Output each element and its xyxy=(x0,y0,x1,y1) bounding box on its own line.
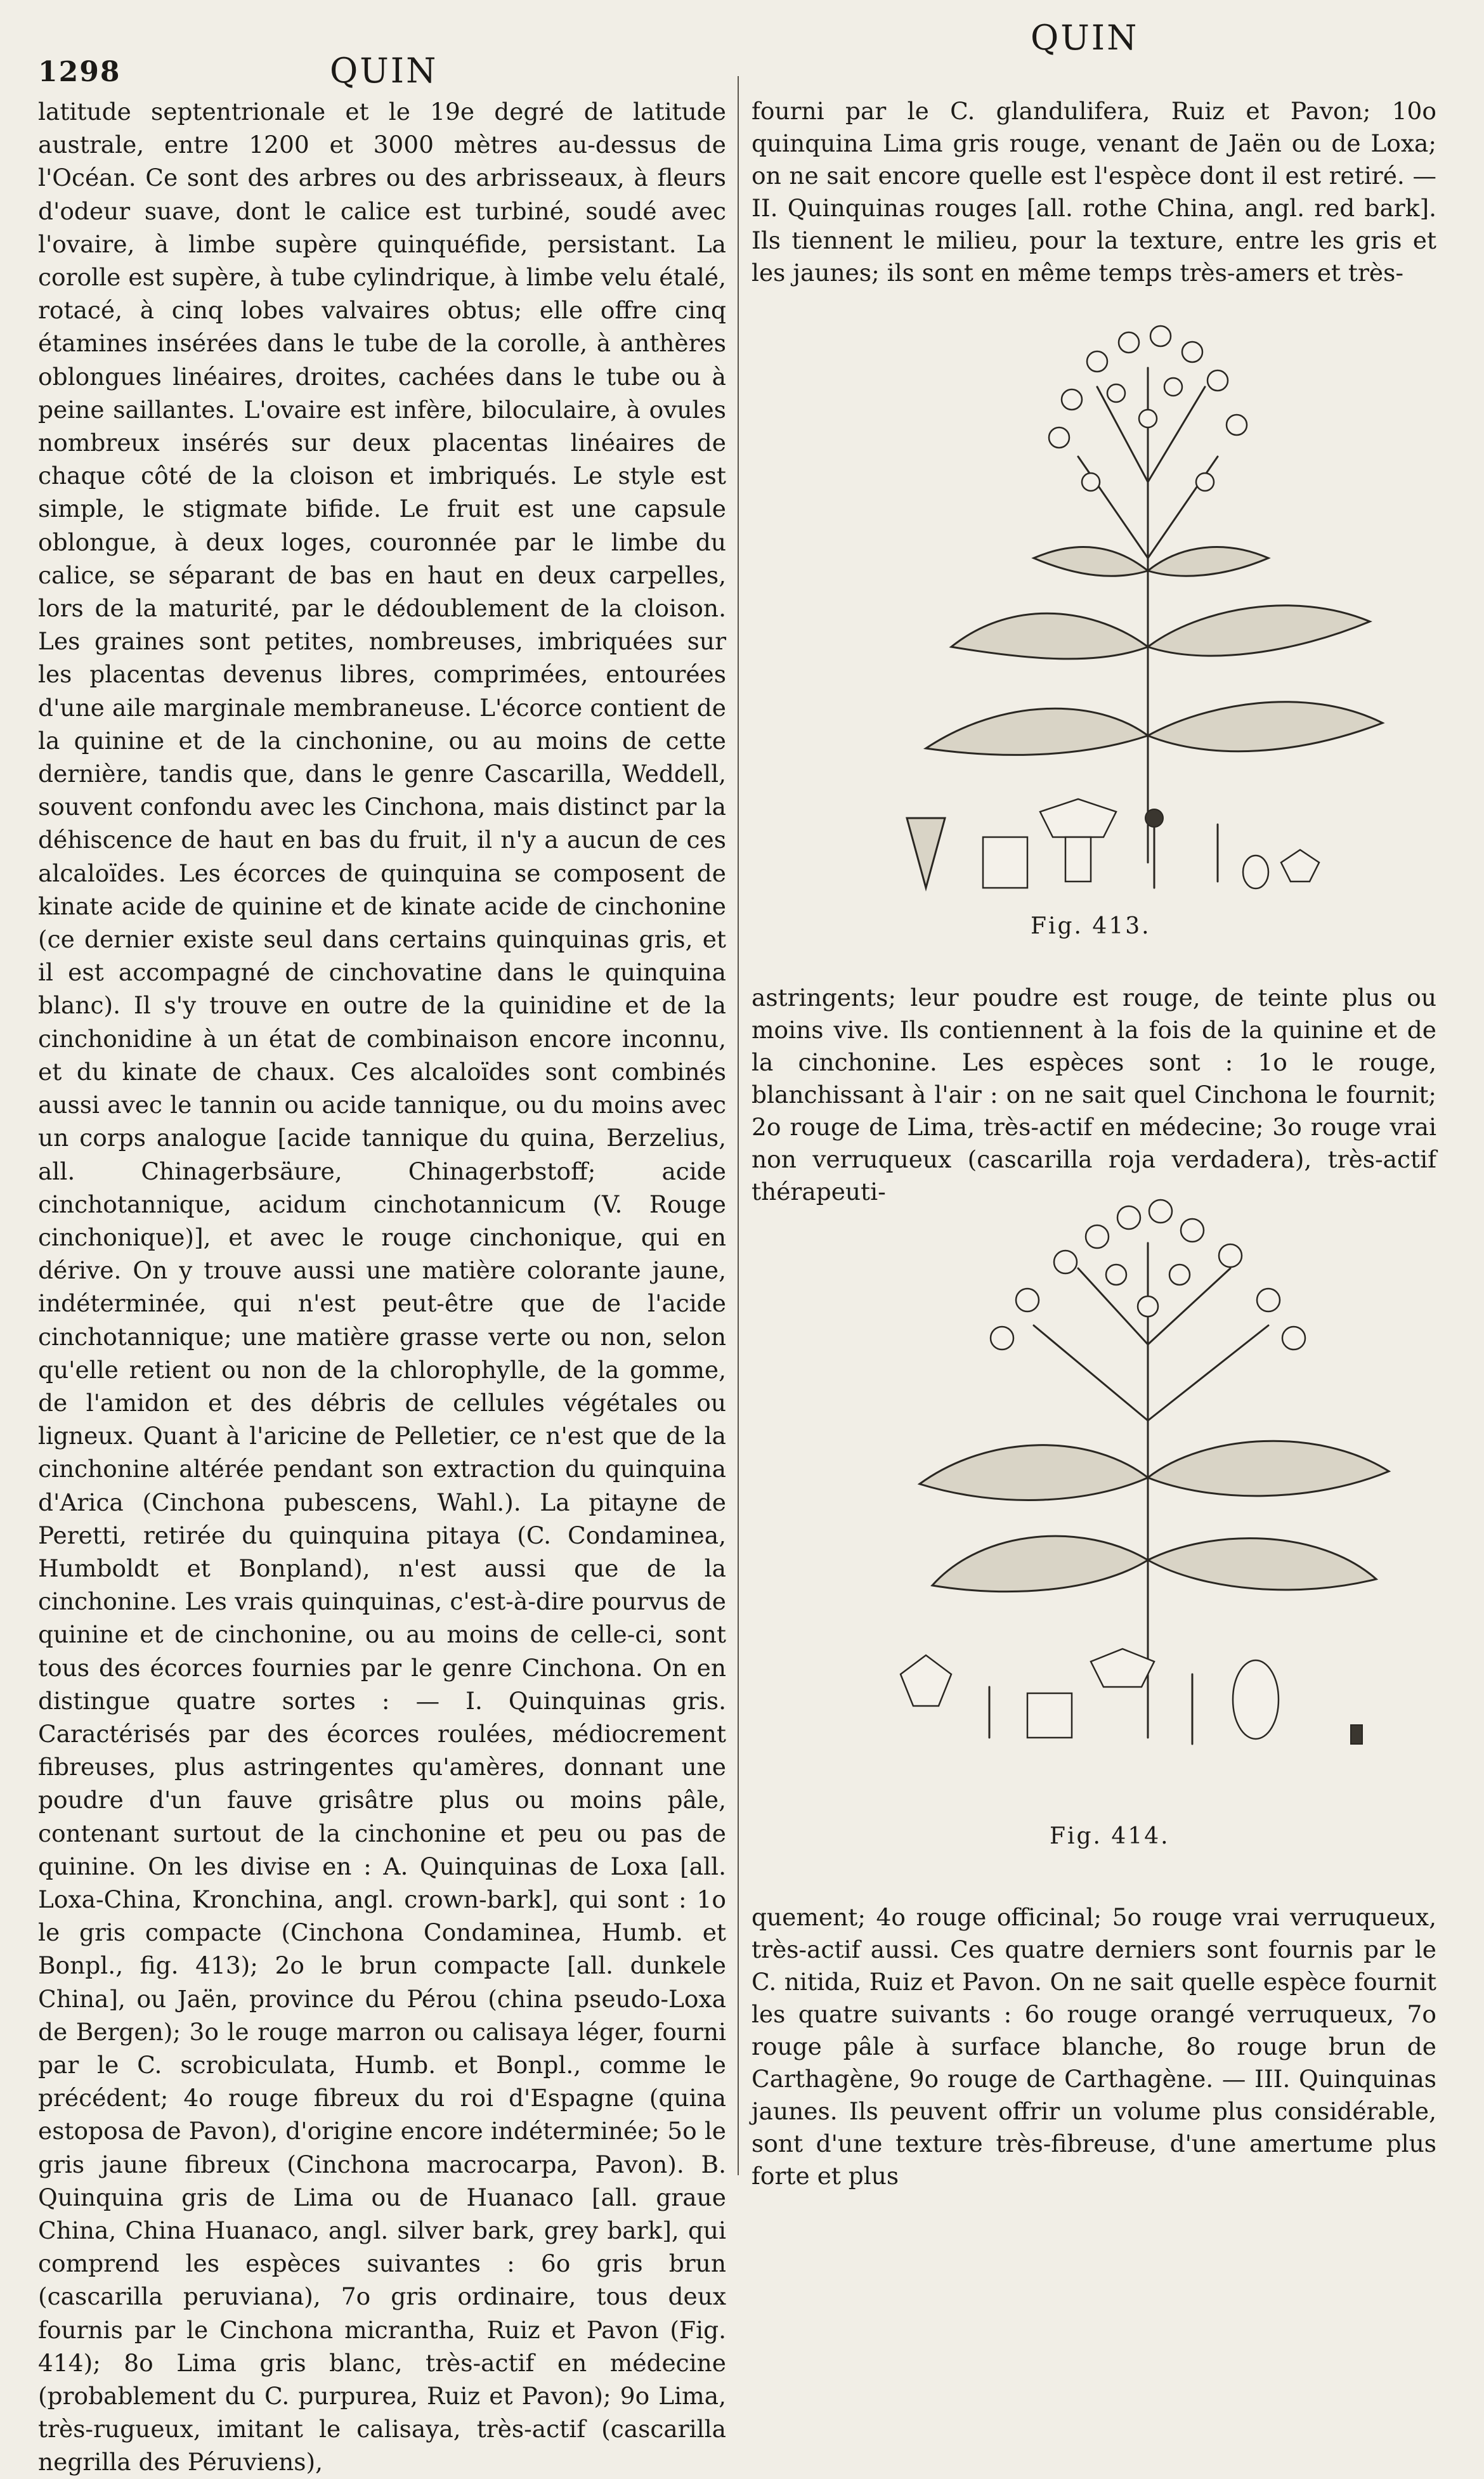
running-head-right: QUIN xyxy=(1031,18,1139,58)
left-column-paragraph: latitude septentrionale et le 19e degré de latitude australe, entre 1200 et 3000 mètres au-dessus de l'Océan. Ce sont des arbres ou des arbrisseaux, à fleurs d'odeur suave, dont le calice est turbiné, soudé avec l'ovaire, à limbe supère quinquéfide, persistant. La corolle est supère, à tube cylindrique, à limbe velu étalé, rotacé, à cinq lobes valvaires obtus; elle offre cinq étamines insérées dans le tube de la corolle, à anthères oblongues linéaires, droites, cachées dans le tube ou à peine saillantes. L'ovaire est infère, biloculaire, à ovules nombreux insérés sur deux placentas linéaires de chaque côté de la cloison et imbriqués. Le style est simple, le stigmate bifide. Le fruit est une capsule oblongue, à deux loges, couronnée par le limbe du calice, se séparant de bas en haut en deux carpelles, lors de la maturité, par le dédoublement de la cloison. Les graines sont petites, nombreuses, imbriquées sur les placentas devenus libres, comprimées, entourées d'une aile marginale membraneuse. L'écorce contient de la quinine et de la cinchonine, ou au moins de cette dernière, tandis que, dans le genre Cascarilla, Weddell, souvent confondu avec les Cinchona, mais distinct par la déhiscence de haut en bas du fruit, il n'y a aucun de ces alcaloïdes. Les écorces de quinquina se composent de kinate acide de quinine et de kinate acide de cinchonine (ce dernier existe seul dans certains quinquinas gris, et il est accompagné de cinchovatine dans le quinquina blanc). Il s'y trouve en outre de la quinidine et de la cinchonidine à un état de combinaison encore inconnu, et du kinate de chaux. Ces alcaloïdes sont combinés aussi avec le tannin ou acide tannique, ou du moins avec un corps analogue [acide tannique du quina, Berzelius, all. Chinagerbsäure, Chinagerbstoff; acide cinchotannique, acidum cinchotannicum (V. Rouge cinchonique)], et avec le rouge cinchonique, qui en dérive. On y trouve aussi une matière colorante jaune, indéterminée, qui n'est peut-être que de l'acide cinchotannique; une matière grasse verte ou non, selon qu'elle retient ou non de la chlorophylle, de la gomme, de l'amidon et des débris de cellules végétales ou ligneux. Quant à l'aricine de Pelletier, ce n'est que de la cinchonine altérée pendant son extraction du quinquina d'Arica (Cinchona pubescens, Wahl.). La pitayne de Peretti, retirée du quinquina pitaya (C. Condaminea, Humboldt et Bonpland), n'est aussi que de la cinchonine. Les vrais quinquinas, c'est-à-dire pourvus de quinine et de cinchonine, ou au moins de celle-ci, sont tous des écorces fournies par le genre Cinchona. On en distingue quatre sortes : — I. Quinquinas gris. Caractérisés par des écorces roulées, médiocrement fibreuses, plus astringentes qu'amères, donnant une poudre d'un fauve grisâtre plus ou moins pâle, contenant surtout de la cinchonine et peu ou pas de quinine. On les divise en : A. Quinquinas de Loxa [all. Loxa-China, Kronchina, angl. crown-bark], qui sont : 1o le gris compacte (Cinchona Condaminea, Humb. et Bonpl., fig. 413); 2o le brun compacte [all. dunkele China], ou Jaën, province du Pérou (china pseudo-Loxa de Bergen); 3o le rouge marron ou calisaya léger, fourni par le C. scrobiculata, Humb. et Bonpl., comme le précédent; 4o rouge fibreux du roi d'Espagne (quina estoposa de Pavon), d'origine encore indéterminée; 5o le gris jaune fibreux (Cinchona macrocarpa, Pavon). B. Quinquina gris de Lima ou de Huanaco [all. graue China, China Huanaco, angl. silver bark, grey bark], qui comprend les espèces suivantes : 6o gris brun (cascarilla peruviana), 7o gris ordinaire, tous deux fournis par le Cinchona micrantha, Ruiz et Pavon (Fig. 414); 8o Lima gris blanc, très-actif en médecine (probablement du C. purpurea, Ruiz et Pavon); 9o Lima, très-rugueux, imitant le calisaya, très-actif (cascarilla negrilla des Péruviens), xyxy=(38,98,726,2476)
left-column-text xyxy=(38,95,726,2479)
right-column-text-top xyxy=(752,71,1436,313)
running-head-left: QUIN xyxy=(330,51,438,91)
right-column-paragraph-middle: astringents; leur poudre est rouge, de teinte plus ou moins vive. Ils contiennent à la fois de la quinine et de la cinchonine. Les espèces sont : 1o le rouge, blanchissant à l'air : on ne sait quel Cinchona le fournit; 2o rouge de Lima, très-actif en médecine; 3o rouge vrai non verruqueux (cascarilla roja verdadera), très-actif thérapeuti- xyxy=(752,983,1436,1206)
page-header xyxy=(38,44,726,101)
figure-414-illustration xyxy=(875,1180,1414,1763)
figure-414-caption: Fig. 414. xyxy=(1050,1823,1170,1849)
column-divider xyxy=(738,76,739,2175)
right-column-paragraph-bottom: quement; 4o rouge officinal; 5o rouge vrai verruqueux, très-actif aussi. Ces quatre derniers sont fournis par le C. nitida, Ruiz et Pavon. On ne sait quelle espèce fournit les quatre suivants : 6o rouge orangé verruqueux, 7o rouge pâle à surface blanche, 8o rouge brun de Carthagène, 9o rouge de Carthagène. — III. Quinquinas jaunes. Ils peuvent offrir un volume plus considérable, sont d'une texture très-fibreuse, d'une amertume plus forte et plus xyxy=(752,1903,1436,2190)
right-column-paragraph-top: fourni par le C. glandulifera, Ruiz et Pavon; 10o quinquina Lima gris rouge, venant de Jaën ou de Loxa; on ne sait encore quelle est l'espèce dont il est retiré. — II. Quinquinas rouges [all. rothe China, angl. red bark]. Ils tiennent le milieu, pour la texture, entre les gris et les jaunes; ils sont en même temps très-amers et très- xyxy=(752,96,1436,287)
floral-details xyxy=(901,1649,1362,1744)
figure-413-caption: Fig. 413. xyxy=(1031,913,1151,939)
leaves xyxy=(920,1441,1389,1591)
page-number: 1298 xyxy=(38,56,121,88)
right-column-text-bottom xyxy=(752,1877,1436,2216)
figure-413-illustration xyxy=(888,292,1408,901)
leaves xyxy=(926,547,1383,755)
floral-details xyxy=(907,799,1319,888)
